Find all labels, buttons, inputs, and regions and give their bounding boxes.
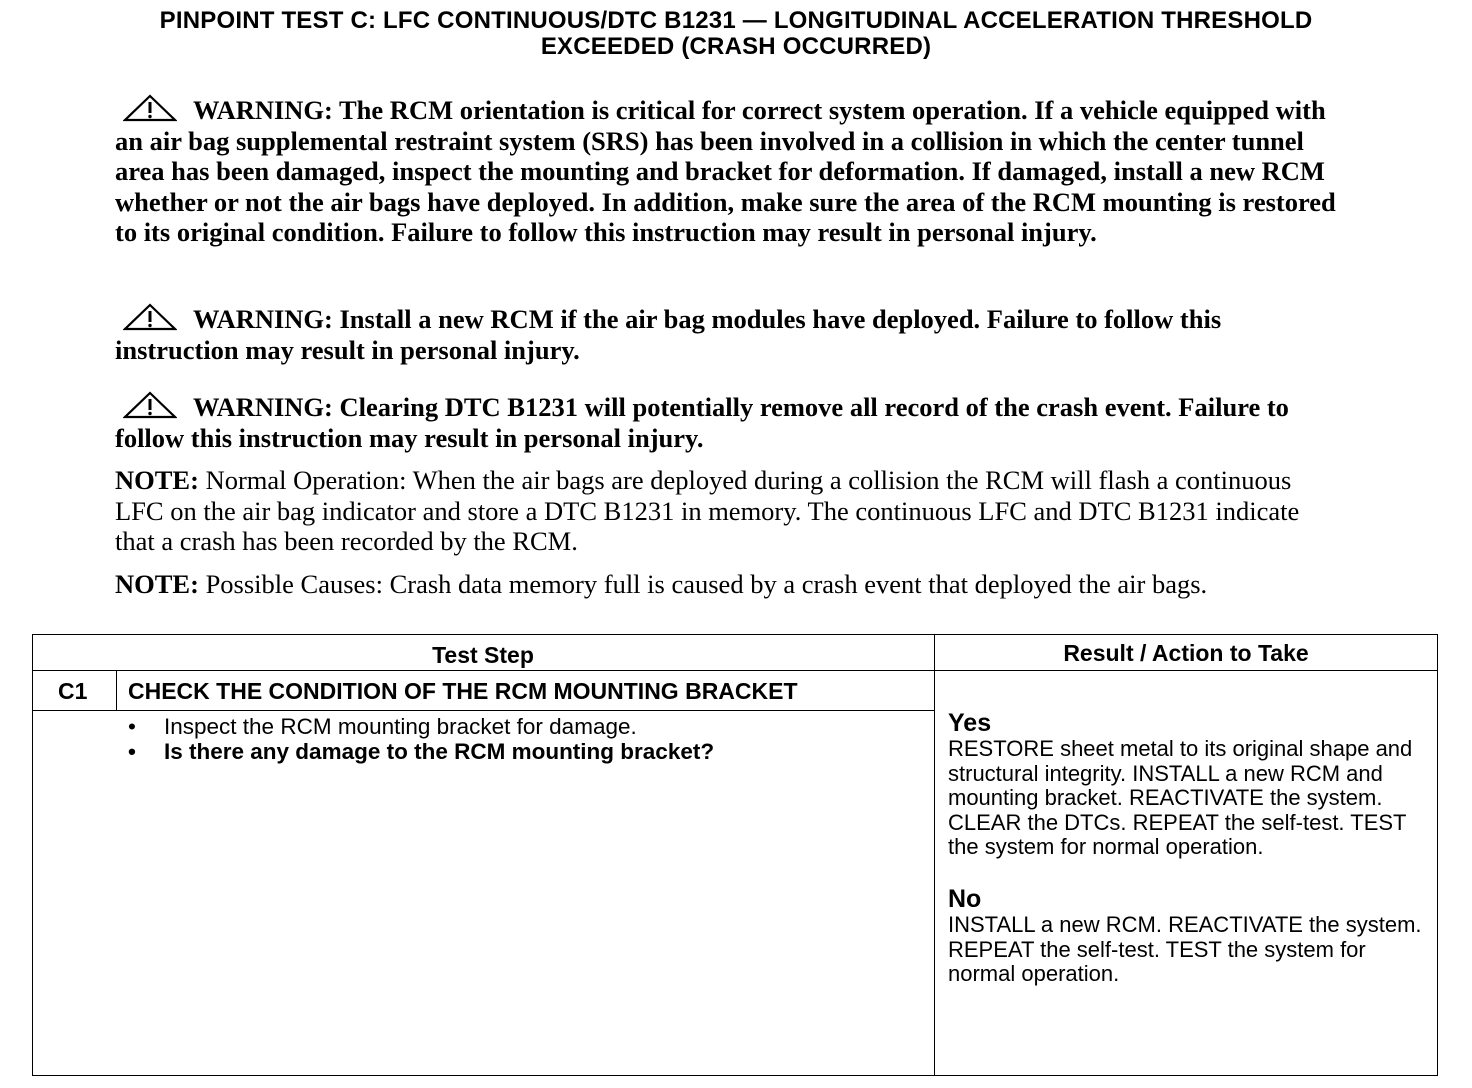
column-divider [934,634,935,1076]
bullet-marker: • [128,714,136,739]
note-label: NOTE: [115,465,199,495]
header-test-step: Test Step [432,642,534,668]
warning-block-rcm-orientation [115,94,1345,248]
warning-triangle-icon [123,391,177,419]
result-no-label: No [948,884,982,913]
note-label: NOTE: [115,569,199,599]
warning-triangle-icon [123,94,177,122]
step-id-divider [116,670,117,710]
note-text: Possible Causes: Crash data memory full is caused by a crash event that deployed the air bags. [198,569,1208,599]
bullet-text: Inspect the RCM mounting bracket for damage. [164,714,637,739]
header-result-action: Result / Action to Take [1063,640,1309,666]
result-yes-text: RESTORE sheet metal to its original shape and structural integrity. INSTALL a new RCM and mounting bracket. REACTIVATE the system. CLEAR the DTCs. REPEAT the self-test. TEST the system for normal operation. [948,736,1413,860]
step-bullet-list [128,714,928,764]
list-item [128,739,928,764]
result-actions [948,710,1428,987]
page-title [0,8,1472,60]
warning-text: WARNING: The RCM orientation is critical for correct system operation. If a vehicle equipped with an air bag supplemental restraint system (SRS) has been involved in a collision in which the center tunnel area has been damaged, inspect the mounting and bracket for deformation. If damaged, install a new RCM whether or not the air bags have deployed. In addition, make sure the area of the RCM mounting is restored to its original condition. Failure to follow this instruction may result in personal injury. [115,95,1336,247]
title-line-1: PINPOINT TEST C: LFC CONTINUOUS/DTC B1231 — LONGITUDINAL ACCELERATION THRESHOLD [159,7,1313,34]
step-title-divider [32,710,934,711]
bullet-marker: • [128,739,136,764]
note-normal-operation [115,465,1345,557]
warning-block-clearing-dtc [115,391,1345,453]
note-text: Normal Operation: When the air bags are deployed during a collision the RCM will flash a continuous LFC on the air bag indicator and store a DTC B1231 in memory. The continuous LFC and DTC B1231 indicate that a crash has been recorded by the RCM. [115,465,1300,556]
pinpoint-test-table [32,634,1438,1076]
warning-text: WARNING: Install a new RCM if the air bag modules have deployed. Failure to follow this instruction may result in personal injury. [115,304,1222,365]
title-line-2: EXCEEDED (CRASH OCCURRED) [540,33,932,60]
list-item [128,714,928,739]
warning-triangle-icon [123,303,177,331]
bullet-text: Is there any damage to the RCM mounting bracket? [164,739,715,764]
note-possible-causes [115,569,1345,600]
warning-block-install-new-rcm [115,303,1345,365]
result-yes-label: Yes [948,709,992,737]
header-divider [32,670,1438,671]
step-id: C1 [58,678,88,704]
result-no-text: INSTALL a new RCM. REACTIVATE the system. REPEAT the self-test. TEST the system for normal operation. [948,911,1422,987]
step-title: CHECK THE CONDITION OF THE RCM MOUNTING BRACKET [128,678,798,704]
warning-text: WARNING: Clearing DTC B1231 will potentially remove all record of the crash event. Failure to follow this instruction may result in personal injury. [115,392,1289,453]
